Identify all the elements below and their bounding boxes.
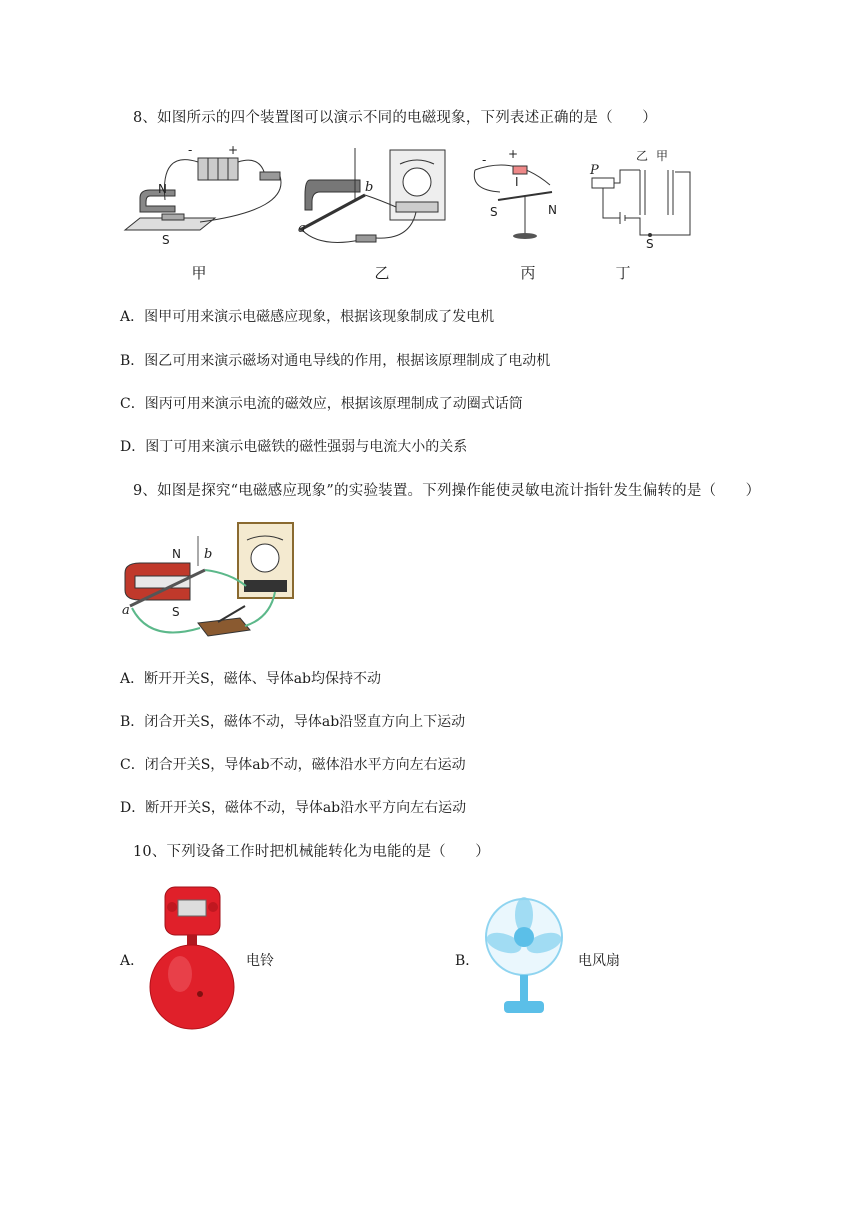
- ding-yi-label: 乙: [636, 149, 649, 163]
- jia-plus-label: +: [228, 143, 239, 157]
- yi-b-label: b: [365, 180, 374, 195]
- jia-s-label: S: [162, 233, 170, 247]
- figure-yi: [298, 148, 445, 242]
- figure-jia: [125, 143, 281, 247]
- bing-i-label: I: [515, 175, 519, 189]
- q10-option-a-label: 电铃: [246, 953, 274, 969]
- figure-bing: [474, 147, 557, 239]
- yi-a-label: a: [298, 221, 306, 236]
- bing-s-label: S: [490, 205, 498, 219]
- q9-a-label: a: [122, 603, 130, 618]
- q9-n-label: N: [172, 547, 181, 561]
- q9-stem: 9、如图是探究“电磁感应现象”的实验装置。下列操作能使灵敏电流计指针发生偏转的是（ ）: [133, 483, 761, 499]
- q8-figure: [120, 140, 700, 250]
- electric-bell-icon: [145, 882, 240, 1032]
- figure-ding: [589, 149, 690, 250]
- q9-option-b: B．闭合开关S，磁体不动，导体ab沿竖直方向上下运动: [120, 714, 466, 730]
- ding-s-label: S: [646, 237, 654, 250]
- q8-option-a: A．图甲可用来演示电磁感应现象，根据该现象制成了发电机: [120, 309, 495, 325]
- bing-plus-label: +: [508, 147, 519, 161]
- q8-stem: 8、如图所示的四个装置图可以演示不同的电磁现象，下列表述正确的是（ ）: [133, 110, 657, 126]
- q8-option-c: C．图丙可用来演示电流的磁效应，根据该原理制成了动圈式话筒: [120, 396, 523, 412]
- q10-option-b-label: 电风扇: [578, 953, 620, 969]
- q9-option-c: C．闭合开关S，导体ab不动，磁体沿水平方向左右运动: [120, 757, 466, 773]
- q9-figure: [120, 518, 310, 648]
- bing-minus-label: -: [482, 153, 487, 167]
- q9-s-label: S: [172, 605, 180, 619]
- q10-stem: 10、下列设备工作时把机械能转化为电能的是（ ）: [133, 844, 490, 860]
- ding-p-label: P: [590, 163, 599, 178]
- caption-ding: 丁: [615, 264, 631, 282]
- caption-bing: 丙: [520, 264, 536, 282]
- q10-option-b-letter: B．: [455, 953, 480, 969]
- q8-option-b: B．图乙可用来演示磁场对通电导线的作用，根据该原理制成了电动机: [120, 353, 551, 369]
- bing-n-label: N: [548, 203, 557, 217]
- q8-option-d: D．图丁可用来演示电磁铁的磁性强弱与电流大小的关系: [120, 439, 468, 455]
- jia-n-label: N: [158, 182, 167, 196]
- q9-option-d: D．断开开关S，磁体不动，导体ab沿水平方向左右运动: [120, 800, 467, 816]
- q9-b-label: b: [204, 547, 213, 562]
- ding-jia-label: 甲: [656, 149, 669, 163]
- caption-yi: 乙: [374, 264, 390, 282]
- caption-jia: 甲: [191, 264, 207, 282]
- q9-option-a: A．断开开关S，磁体、导体ab均保持不动: [120, 671, 382, 687]
- jia-minus-label: -: [188, 143, 193, 157]
- q10-option-a-letter: A．: [120, 953, 145, 969]
- electric-fan-icon: [482, 895, 567, 1020]
